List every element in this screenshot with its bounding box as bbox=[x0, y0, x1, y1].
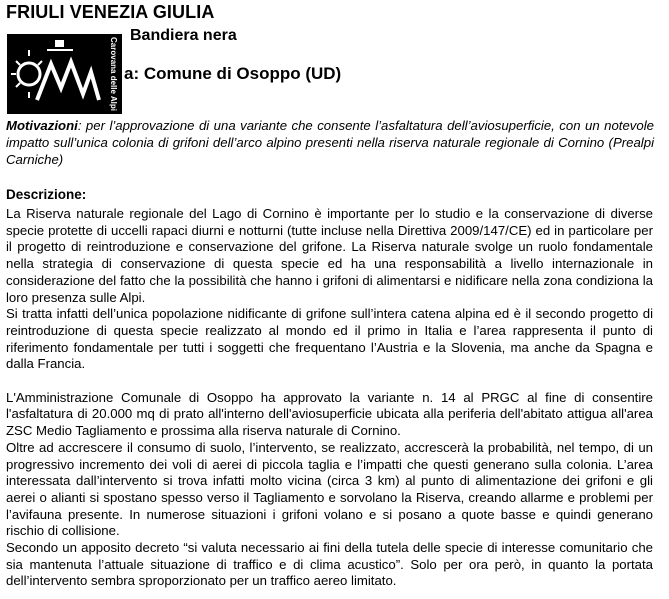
paragraph: Si tratta infatti dell’unica popolazione nidificante di grifone sull’intera catena alpina ed è il secondo progetto di reintroduzione di questa specie realizzato al mondo ed il primo in Italia e l’area rappresenta il punto di riferimento fondamentale per tutti i soggetti che frequentano l’Austria e la Slovenia, ma anche da Spagna e dalla Francia. bbox=[6, 306, 653, 372]
motivazioni-text: : per l’approvazione di una variante che consente l’asfaltatura dell’aviosuperficie, con un notevole impatto sull’unica colonia di grifoni dell’arco alpino presenti nella riserva naturale regionale di Cornino (Prealpi Carniche) bbox=[6, 118, 654, 167]
sun-icon bbox=[11, 50, 42, 98]
paragraph: Secondo un apposito decreto “si valuta necessario ai fini della tutela delle specie di interesse comunitario che sia mantenuta l’attuale situazione di traffico e di clima acustico”. Solo per ora però, in quanto la portata dell’intervento sembra sproporzionato per un traffico aereo limitato. bbox=[6, 540, 653, 589]
paragraph: L'Amministrazione Comunale di Osoppo ha approvato la variante n. 14 al PRGC al fine di consentire l'asfaltatura di 20.000 mq di prato all'interno dell'aviosuperficie ubicata alla periferia dell'abitato attigua all'area ZSC Medio Tagliamento e prossima alla riserva naturale di Cornino. bbox=[6, 389, 653, 439]
carovana-delle-alpi-logo bbox=[7, 34, 122, 114]
mountain-icon bbox=[37, 62, 99, 100]
flag-label: Bandiera nera bbox=[130, 27, 237, 44]
emblem-icon bbox=[55, 40, 64, 47]
logo-text: Carovana delle Alpi bbox=[109, 37, 118, 111]
motivazioni-label: Motivazioni bbox=[6, 118, 78, 133]
descrizione-heading: Descrizione: bbox=[6, 187, 87, 202]
descrizione-body bbox=[6, 206, 653, 590]
region-title: FRIULI VENEZIA GIULIA bbox=[6, 2, 215, 22]
motivazioni bbox=[6, 117, 654, 168]
recipient: a: Comune di Osoppo (UD) bbox=[124, 64, 342, 83]
logo-graphic bbox=[7, 34, 122, 114]
paragraph: Oltre ad accrescere il consumo di suolo, l’intervento, se realizzato, accrescerà la probabilità, nel tempo, di un progressivo incremento dei voli di aerei di piccola taglia e l’impatti che questi generano sulla colonia. L’area interessata dall’intervento si trova infatti molto vicina (circa 3 km) al punto di alimentazione dei grifoni e gli aerei o alianti si spostano spesso verso il Tagliamento e sorvolano la Riserva, creando allarme e problemi per l’avifauna presente. In numerose situazioni i grifoni volano e si posano a quote basse e quindi generano rischio di collisione. bbox=[6, 439, 653, 539]
paragraph: La Riserva naturale regionale del Lago di Cornino è importante per lo studio e la conservazione di diverse specie protette di uccelli rapaci diurni e notturni (tutte incluse nella Direttiva 2009/147/CE) ed in particolare per il progetto di reintroduzione e conservazione del grifone. La Riserva naturale svolge un ruolo fondamentale nella strategia di conservazione di questa specie ed ha una responsabilità a livello internazionale in considerazione del fatto che la possibilità che hanno i grifoni di alimentarsi e nidificare nella zona condiziona la loro presenza sulle Alpi. bbox=[6, 206, 653, 305]
